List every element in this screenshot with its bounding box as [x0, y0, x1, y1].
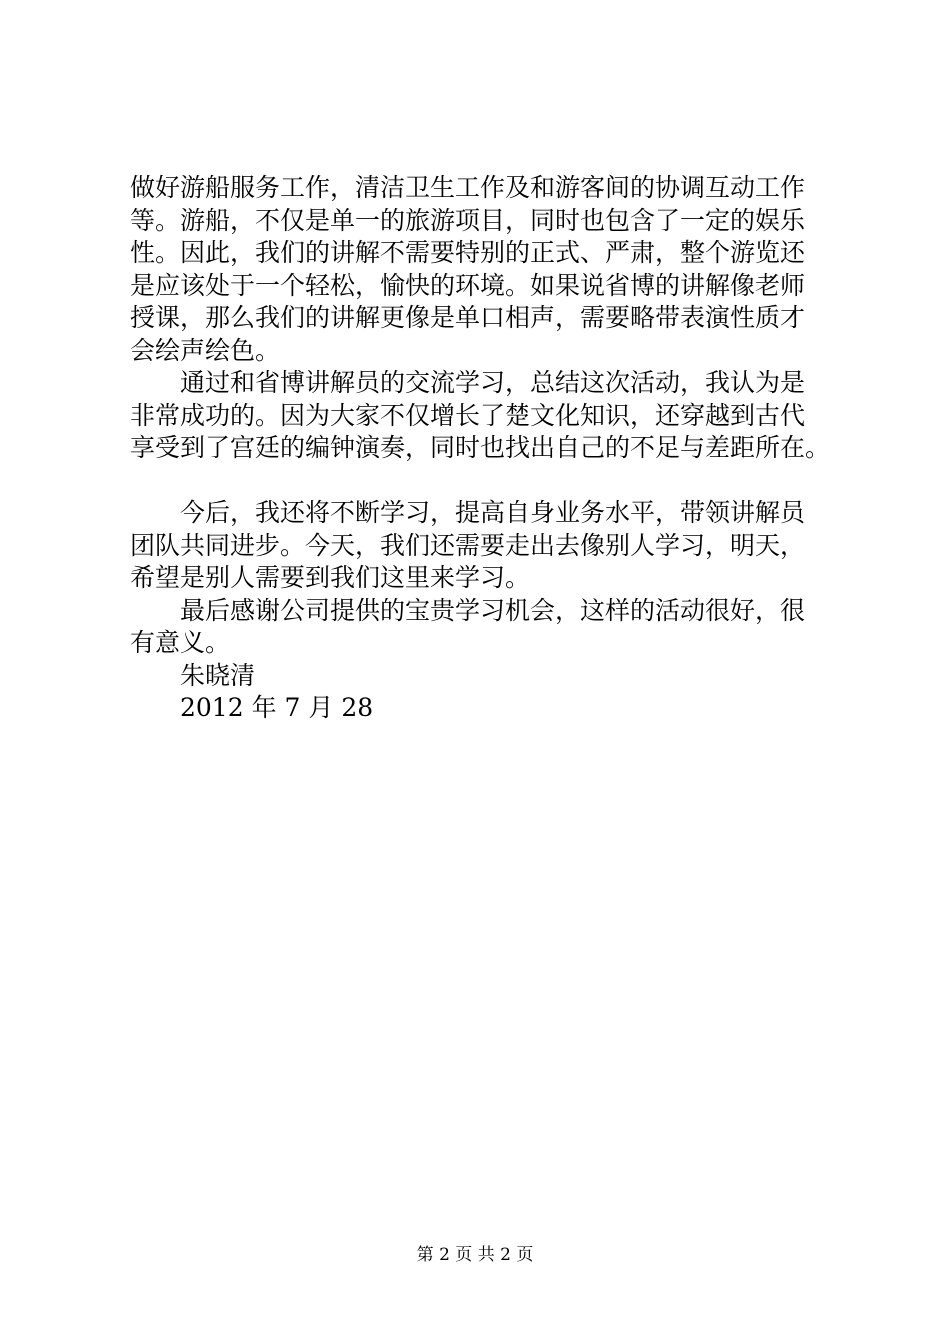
paragraph-2	[130, 367, 850, 465]
text-line: 非常成功的。因为大家不仅增长了楚文化知识，还穿越到古代	[130, 400, 806, 430]
text-line: 有意义。	[130, 628, 231, 657]
text-line: 享受到了宫廷的编钟演奏，同时也找出自己的不足与差距所在。	[130, 433, 831, 462]
text-line: 希望是别人需要到我们这里来学习。	[130, 563, 531, 592]
text-line: 今后，我还将不断学习，提高自身业务水平，带领讲解员	[180, 498, 806, 527]
text-line: 是应该处于一个轻松，愉快的环境。如果说省博的讲解像老师	[130, 270, 806, 300]
text-line: 通过和省博讲解员的交流学习，总结这次活动，我认为是	[180, 368, 806, 397]
document-body	[130, 172, 850, 725]
text-line: 等。游船，不仅是单一的旅游项目，同时也包含了一定的娱乐	[130, 205, 806, 235]
paragraph-3	[130, 497, 850, 595]
blank-line	[130, 465, 850, 498]
date: 2012 年 7 月 28	[180, 693, 374, 722]
paragraph-4	[130, 595, 850, 660]
paragraph-1	[130, 172, 850, 367]
signature: 朱晓清	[180, 660, 256, 690]
page-footer	[0, 1244, 950, 1266]
text-line: 团队共同进步。今天，我们还需要走出去像别人学习，明天，	[130, 530, 806, 560]
text-line: 会绘声绘色。	[130, 335, 281, 365]
text-line: 最后感谢公司提供的宝贵学习机会，这样的活动很好，很	[180, 595, 806, 625]
page-number: 第 2 页 共 2 页	[416, 1245, 534, 1265]
text-line: 性。因此，我们的讲解不需要特别的正式、严肃，整个游览还	[130, 238, 806, 267]
text-line: 授课，那么我们的讲解更像是单口相声，需要略带表演性质才	[130, 303, 806, 332]
text-line: 做好游船服务工作，清洁卫生工作及和游客间的协调互动工作	[130, 173, 806, 202]
